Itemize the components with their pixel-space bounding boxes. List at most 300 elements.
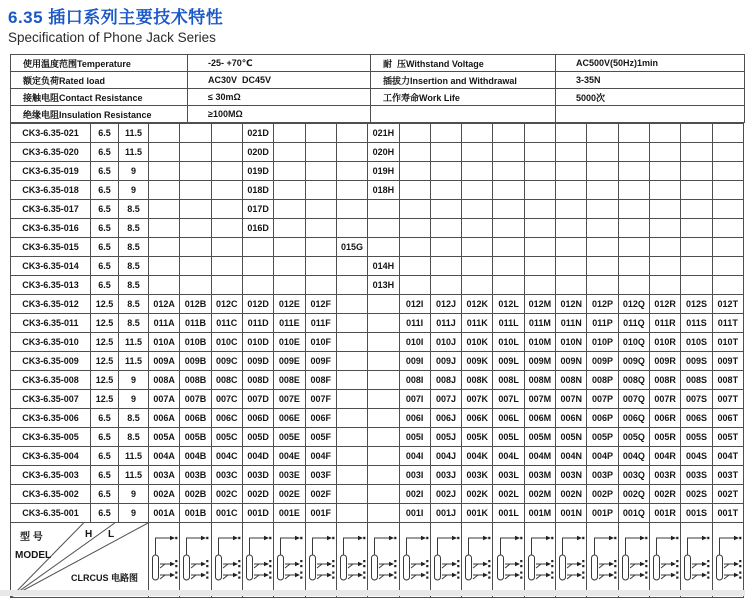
model-cell: CK3-6.35-002 — [11, 485, 91, 504]
variant-cell: 017D — [242, 200, 273, 219]
variant-cell: 008K — [462, 371, 493, 390]
variant-cell: 004C — [211, 447, 242, 466]
variant-cell: 011R — [650, 314, 681, 333]
variant-cell: 005M — [524, 428, 555, 447]
variant-cell — [274, 162, 305, 181]
variant-cell: 005J — [430, 428, 461, 447]
l-dim-cell: 11.5 — [119, 466, 149, 485]
model-cell: CK3-6.35-008 — [11, 371, 91, 390]
variant-cell — [712, 257, 743, 276]
variant-cell: 010L — [493, 333, 524, 352]
variant-cell — [149, 124, 180, 143]
model-header-cell — [11, 523, 149, 598]
variant-cell: 004I — [399, 447, 430, 466]
variant-cell — [556, 200, 587, 219]
variant-cell — [681, 257, 712, 276]
variant-cell — [368, 219, 399, 238]
model-cell: CK3-6.35-004 — [11, 447, 91, 466]
variant-cell — [430, 124, 461, 143]
circuit-cell-C — [211, 523, 242, 598]
variant-cell — [336, 200, 367, 219]
variant-cell: 008Q — [618, 371, 649, 390]
circuit-schematic-icon — [275, 528, 303, 594]
variant-cell: 006S — [681, 409, 712, 428]
variant-cell — [493, 143, 524, 162]
variant-cell: 010C — [211, 333, 242, 352]
variant-cell — [211, 200, 242, 219]
variant-cell: 004Q — [618, 447, 649, 466]
variant-cell: 001T — [712, 504, 743, 523]
variant-cell: 004P — [587, 447, 618, 466]
variant-cell — [618, 143, 649, 162]
table-row — [11, 238, 744, 257]
variant-cell: 008J — [430, 371, 461, 390]
variant-cell — [430, 143, 461, 162]
variant-cell — [556, 238, 587, 257]
circuit-schematic-icon — [338, 528, 366, 594]
variant-cell — [211, 257, 242, 276]
variant-cell — [336, 333, 367, 352]
variant-cell: 012I — [399, 295, 430, 314]
variant-cell: 007K — [462, 390, 493, 409]
spec-label-cell: 额定负荷Rated load — [11, 72, 188, 89]
variant-cell: 002R — [650, 485, 681, 504]
variant-cell — [180, 200, 211, 219]
circuit-cell-K — [462, 523, 493, 598]
variant-cell — [430, 257, 461, 276]
variant-cell: 007D — [242, 390, 273, 409]
variant-cell: 007Q — [618, 390, 649, 409]
variant-cell — [681, 276, 712, 295]
spec-value-cell: AC500V(50Hz)1min — [556, 55, 745, 72]
model-cell: CK3-6.35-012 — [11, 295, 91, 314]
variant-cell — [274, 257, 305, 276]
variant-cell: 004D — [242, 447, 273, 466]
variant-cell: 016D — [242, 219, 273, 238]
h-dim-cell: 12.5 — [91, 352, 119, 371]
variant-cell — [524, 162, 555, 181]
variant-cell — [618, 200, 649, 219]
spec-label-cell: 耐 压Withstand Voltage — [371, 55, 556, 72]
variant-cell: 002K — [462, 485, 493, 504]
variant-cell — [180, 276, 211, 295]
variant-cell — [399, 162, 430, 181]
h-dim-cell: 6.5 — [91, 447, 119, 466]
variant-cell — [180, 162, 211, 181]
variant-cell — [650, 219, 681, 238]
variant-cell: 011F — [305, 314, 336, 333]
variant-cell: 002S — [681, 485, 712, 504]
variant-cell: 007N — [556, 390, 587, 409]
variant-cell: 011P — [587, 314, 618, 333]
variant-cell: 010B — [180, 333, 211, 352]
table-row — [11, 295, 744, 314]
variant-cell: 007C — [211, 390, 242, 409]
variant-cell: 012M — [524, 295, 555, 314]
variant-cell — [274, 276, 305, 295]
l-dim-cell: 9 — [119, 504, 149, 523]
variant-cell: 001R — [650, 504, 681, 523]
variant-cell: 009D — [242, 352, 273, 371]
variant-cell: 009P — [587, 352, 618, 371]
l-dim-cell: 8.5 — [119, 314, 149, 333]
model-cell: CK3-6.35-014 — [11, 257, 91, 276]
variant-cell: 007F — [305, 390, 336, 409]
variant-cell: 011J — [430, 314, 461, 333]
variant-cell — [524, 200, 555, 219]
variant-cell: 021D — [242, 124, 273, 143]
variant-cell: 001J — [430, 504, 461, 523]
variant-cell: 005R — [650, 428, 681, 447]
variant-cell: 007M — [524, 390, 555, 409]
circuit-schematic-icon — [432, 528, 460, 594]
circuit-schematic-icon — [307, 528, 335, 594]
variant-cell: 008C — [211, 371, 242, 390]
variant-cell: 004T — [712, 447, 743, 466]
l-dim-cell: 8.5 — [119, 219, 149, 238]
variant-cell: 001P — [587, 504, 618, 523]
variant-cell — [493, 162, 524, 181]
variant-cell — [587, 257, 618, 276]
variant-cell — [712, 200, 743, 219]
variant-cell — [712, 181, 743, 200]
variant-cell: 006F — [305, 409, 336, 428]
variant-cell: 003F — [305, 466, 336, 485]
variant-cell — [180, 181, 211, 200]
variant-cell — [524, 143, 555, 162]
table-row — [11, 162, 744, 181]
variant-cell — [336, 276, 367, 295]
variant-cell: 005N — [556, 428, 587, 447]
variant-cell: 012S — [681, 295, 712, 314]
variant-cell — [399, 181, 430, 200]
model-cell: CK3-6.35-010 — [11, 333, 91, 352]
variant-cell — [650, 238, 681, 257]
variant-cell: 002N — [556, 485, 587, 504]
variant-cell: 005K — [462, 428, 493, 447]
variant-cell: 004B — [180, 447, 211, 466]
footer-row — [11, 523, 744, 598]
variant-cell: 003L — [493, 466, 524, 485]
variant-cell: 012B — [180, 295, 211, 314]
circuit-schematic-icon — [651, 528, 679, 594]
circuit-cell-N — [556, 523, 587, 598]
variant-cell — [681, 238, 712, 257]
h-dim-cell: 6.5 — [91, 200, 119, 219]
variant-cell: 006B — [180, 409, 211, 428]
variant-cell — [712, 162, 743, 181]
variant-cell: 003T — [712, 466, 743, 485]
variant-cell — [336, 466, 367, 485]
variant-cell: 006P — [587, 409, 618, 428]
variant-cell — [368, 352, 399, 371]
variant-cell — [368, 409, 399, 428]
variant-cell: 006R — [650, 409, 681, 428]
variant-cell — [305, 219, 336, 238]
variant-cell: 009I — [399, 352, 430, 371]
variant-cell: 010T — [712, 333, 743, 352]
variant-cell — [336, 143, 367, 162]
variant-cell — [650, 162, 681, 181]
variant-cell: 002J — [430, 485, 461, 504]
variant-cell: 007I — [399, 390, 430, 409]
main-table-body — [11, 124, 744, 523]
model-cell: CK3-6.35-011 — [11, 314, 91, 333]
variant-cell: 005L — [493, 428, 524, 447]
variant-cell — [399, 276, 430, 295]
variant-cell: 007R — [650, 390, 681, 409]
variant-cell — [399, 219, 430, 238]
h-dim-cell: 12.5 — [91, 390, 119, 409]
variant-cell — [430, 219, 461, 238]
variant-cell: 001M — [524, 504, 555, 523]
variant-cell: 005D — [242, 428, 273, 447]
variant-cell: 002M — [524, 485, 555, 504]
variant-cell: 004S — [681, 447, 712, 466]
circuit-cell-A — [149, 523, 180, 598]
variant-cell: 012N — [556, 295, 587, 314]
circuit-cell-J — [430, 523, 461, 598]
variant-cell: 002E — [274, 485, 305, 504]
variant-cell — [336, 352, 367, 371]
h-dim-cell: 12.5 — [91, 295, 119, 314]
variant-cell — [681, 124, 712, 143]
variant-cell — [336, 219, 367, 238]
model-cell: CK3-6.35-001 — [11, 504, 91, 523]
variant-cell: 002D — [242, 485, 273, 504]
l-dim-cell: 8.5 — [119, 257, 149, 276]
l-dim-cell: 8.5 — [119, 238, 149, 257]
variant-cell: 011N — [556, 314, 587, 333]
variant-cell — [587, 124, 618, 143]
table-row — [11, 504, 744, 523]
variant-cell: 011M — [524, 314, 555, 333]
variant-cell: 009K — [462, 352, 493, 371]
variant-cell: 012E — [274, 295, 305, 314]
spec-label-cell: 接触电阻Contact Resistance — [11, 89, 188, 106]
h-dim-cell: 6.5 — [91, 504, 119, 523]
h-dim-cell: 12.5 — [91, 333, 119, 352]
spec-table — [10, 54, 745, 123]
variant-cell — [274, 181, 305, 200]
circuit-cell-B — [180, 523, 211, 598]
variant-cell — [524, 219, 555, 238]
l-dim-cell: 8.5 — [119, 276, 149, 295]
variant-cell: 005C — [211, 428, 242, 447]
variant-cell — [462, 276, 493, 295]
variant-cell — [180, 238, 211, 257]
variant-cell — [712, 238, 743, 257]
l-dim-cell: 8.5 — [119, 295, 149, 314]
table-row — [11, 447, 744, 466]
table-row — [11, 352, 744, 371]
variant-cell: 007E — [274, 390, 305, 409]
variant-cell: 006J — [430, 409, 461, 428]
variant-cell — [211, 124, 242, 143]
variant-cell — [650, 181, 681, 200]
variant-cell — [587, 219, 618, 238]
table-row — [11, 390, 744, 409]
l-dim-cell: 9 — [119, 162, 149, 181]
variant-cell — [493, 276, 524, 295]
variant-cell — [681, 162, 712, 181]
variant-cell — [368, 295, 399, 314]
variant-cell — [305, 124, 336, 143]
variant-cell — [399, 238, 430, 257]
circuit-cell-H — [368, 523, 399, 598]
circuit-schematic-icon — [495, 528, 523, 594]
h-dim-cell: 6.5 — [91, 257, 119, 276]
variant-cell — [211, 162, 242, 181]
variant-cell — [336, 257, 367, 276]
table-row — [11, 333, 744, 352]
variant-cell: 007J — [430, 390, 461, 409]
h-dim-cell: 6.5 — [91, 162, 119, 181]
variant-cell — [180, 257, 211, 276]
variant-cell: 001A — [149, 504, 180, 523]
variant-cell: 004F — [305, 447, 336, 466]
variant-cell — [556, 257, 587, 276]
variant-cell: 009A — [149, 352, 180, 371]
variant-cell: 005T — [712, 428, 743, 447]
variant-cell: 005E — [274, 428, 305, 447]
variant-cell: 004R — [650, 447, 681, 466]
variant-cell: 008I — [399, 371, 430, 390]
variant-cell — [305, 181, 336, 200]
variant-cell — [336, 295, 367, 314]
variant-cell — [618, 219, 649, 238]
variant-cell — [368, 447, 399, 466]
variant-cell: 009S — [681, 352, 712, 371]
spec-table-body — [11, 55, 745, 123]
variant-cell — [712, 124, 743, 143]
variant-cell: 002L — [493, 485, 524, 504]
variant-cell: 006E — [274, 409, 305, 428]
variant-cell — [587, 143, 618, 162]
variant-cell: 002Q — [618, 485, 649, 504]
spec-value-cell: 5000次 — [556, 89, 745, 106]
circuit-cell-M — [524, 523, 555, 598]
variant-cell: 008R — [650, 371, 681, 390]
variant-cell: 012J — [430, 295, 461, 314]
model-cell: CK3-6.35-020 — [11, 143, 91, 162]
variant-cell: 007A — [149, 390, 180, 409]
variant-cell — [305, 143, 336, 162]
table-row — [11, 371, 744, 390]
circuit-schematic-icon — [213, 528, 241, 594]
variant-cell: 010N — [556, 333, 587, 352]
variant-cell — [430, 200, 461, 219]
l-dim-cell: 11.5 — [119, 447, 149, 466]
variant-cell: 006Q — [618, 409, 649, 428]
spec-label-cell: 绝缘电阻Insulation Resistance — [11, 106, 188, 123]
spec-value-cell: -25- +70℃ — [188, 55, 371, 72]
variant-cell: 012F — [305, 295, 336, 314]
variant-cell — [368, 238, 399, 257]
variant-cell — [587, 276, 618, 295]
variant-cell: 008B — [180, 371, 211, 390]
variant-cell — [336, 409, 367, 428]
l-dim-cell: 8.5 — [119, 428, 149, 447]
variant-cell: 011T — [712, 314, 743, 333]
variant-cell: 002C — [211, 485, 242, 504]
main-table — [10, 123, 744, 598]
variant-cell: 012P — [587, 295, 618, 314]
l-dim-cell: 9 — [119, 485, 149, 504]
variant-cell — [556, 162, 587, 181]
circuit-cell-P — [587, 523, 618, 598]
variant-cell: 001Q — [618, 504, 649, 523]
variant-cell: 012K — [462, 295, 493, 314]
circuit-cell-E — [274, 523, 305, 598]
variant-cell: 001N — [556, 504, 587, 523]
variant-cell — [650, 200, 681, 219]
variant-cell — [149, 143, 180, 162]
variant-cell — [556, 143, 587, 162]
variant-cell — [618, 162, 649, 181]
variant-cell — [180, 219, 211, 238]
circuit-cell-Q — [618, 523, 649, 598]
page-bottom-strip — [0, 590, 745, 596]
page-title: 6.35 插口系列主要技术特性 — [8, 8, 224, 27]
variant-cell — [430, 162, 461, 181]
model-cell: CK3-6.35-003 — [11, 466, 91, 485]
h-dim-cell: 12.5 — [91, 314, 119, 333]
variant-cell: 003C — [211, 466, 242, 485]
variant-cell — [368, 371, 399, 390]
variant-cell: 012Q — [618, 295, 649, 314]
variant-cell — [274, 200, 305, 219]
variant-cell — [211, 181, 242, 200]
circuit-cell-R — [650, 523, 681, 598]
variant-cell — [336, 314, 367, 333]
model-cell: CK3-6.35-005 — [11, 428, 91, 447]
circuit-cell-F — [305, 523, 336, 598]
variant-cell: 002F — [305, 485, 336, 504]
variant-cell — [650, 276, 681, 295]
variant-cell: 005I — [399, 428, 430, 447]
variant-cell: 001D — [242, 504, 273, 523]
variant-cell — [493, 219, 524, 238]
l-dim-cell: 9 — [119, 371, 149, 390]
variant-cell: 012T — [712, 295, 743, 314]
variant-cell: 014H — [368, 257, 399, 276]
circuit-schematic-icon — [526, 528, 554, 594]
variant-cell: 012L — [493, 295, 524, 314]
variant-cell: 010P — [587, 333, 618, 352]
variant-cell — [336, 371, 367, 390]
variant-cell — [462, 181, 493, 200]
variant-cell: 011K — [462, 314, 493, 333]
variant-cell: 009Q — [618, 352, 649, 371]
variant-cell — [681, 219, 712, 238]
variant-cell: 004K — [462, 447, 493, 466]
spec-row — [11, 106, 745, 123]
variant-cell: 004E — [274, 447, 305, 466]
variant-cell — [336, 162, 367, 181]
l-dim-cell: 8.5 — [119, 409, 149, 428]
variant-cell: 008M — [524, 371, 555, 390]
variant-cell — [211, 238, 242, 257]
variant-cell — [618, 124, 649, 143]
l-dim-cell: 8.5 — [119, 200, 149, 219]
variant-cell — [149, 162, 180, 181]
h-dim-cell: 6.5 — [91, 428, 119, 447]
variant-cell: 005Q — [618, 428, 649, 447]
variant-cell — [305, 238, 336, 257]
l-dim-cell: 11.5 — [119, 352, 149, 371]
variant-cell: 005B — [180, 428, 211, 447]
